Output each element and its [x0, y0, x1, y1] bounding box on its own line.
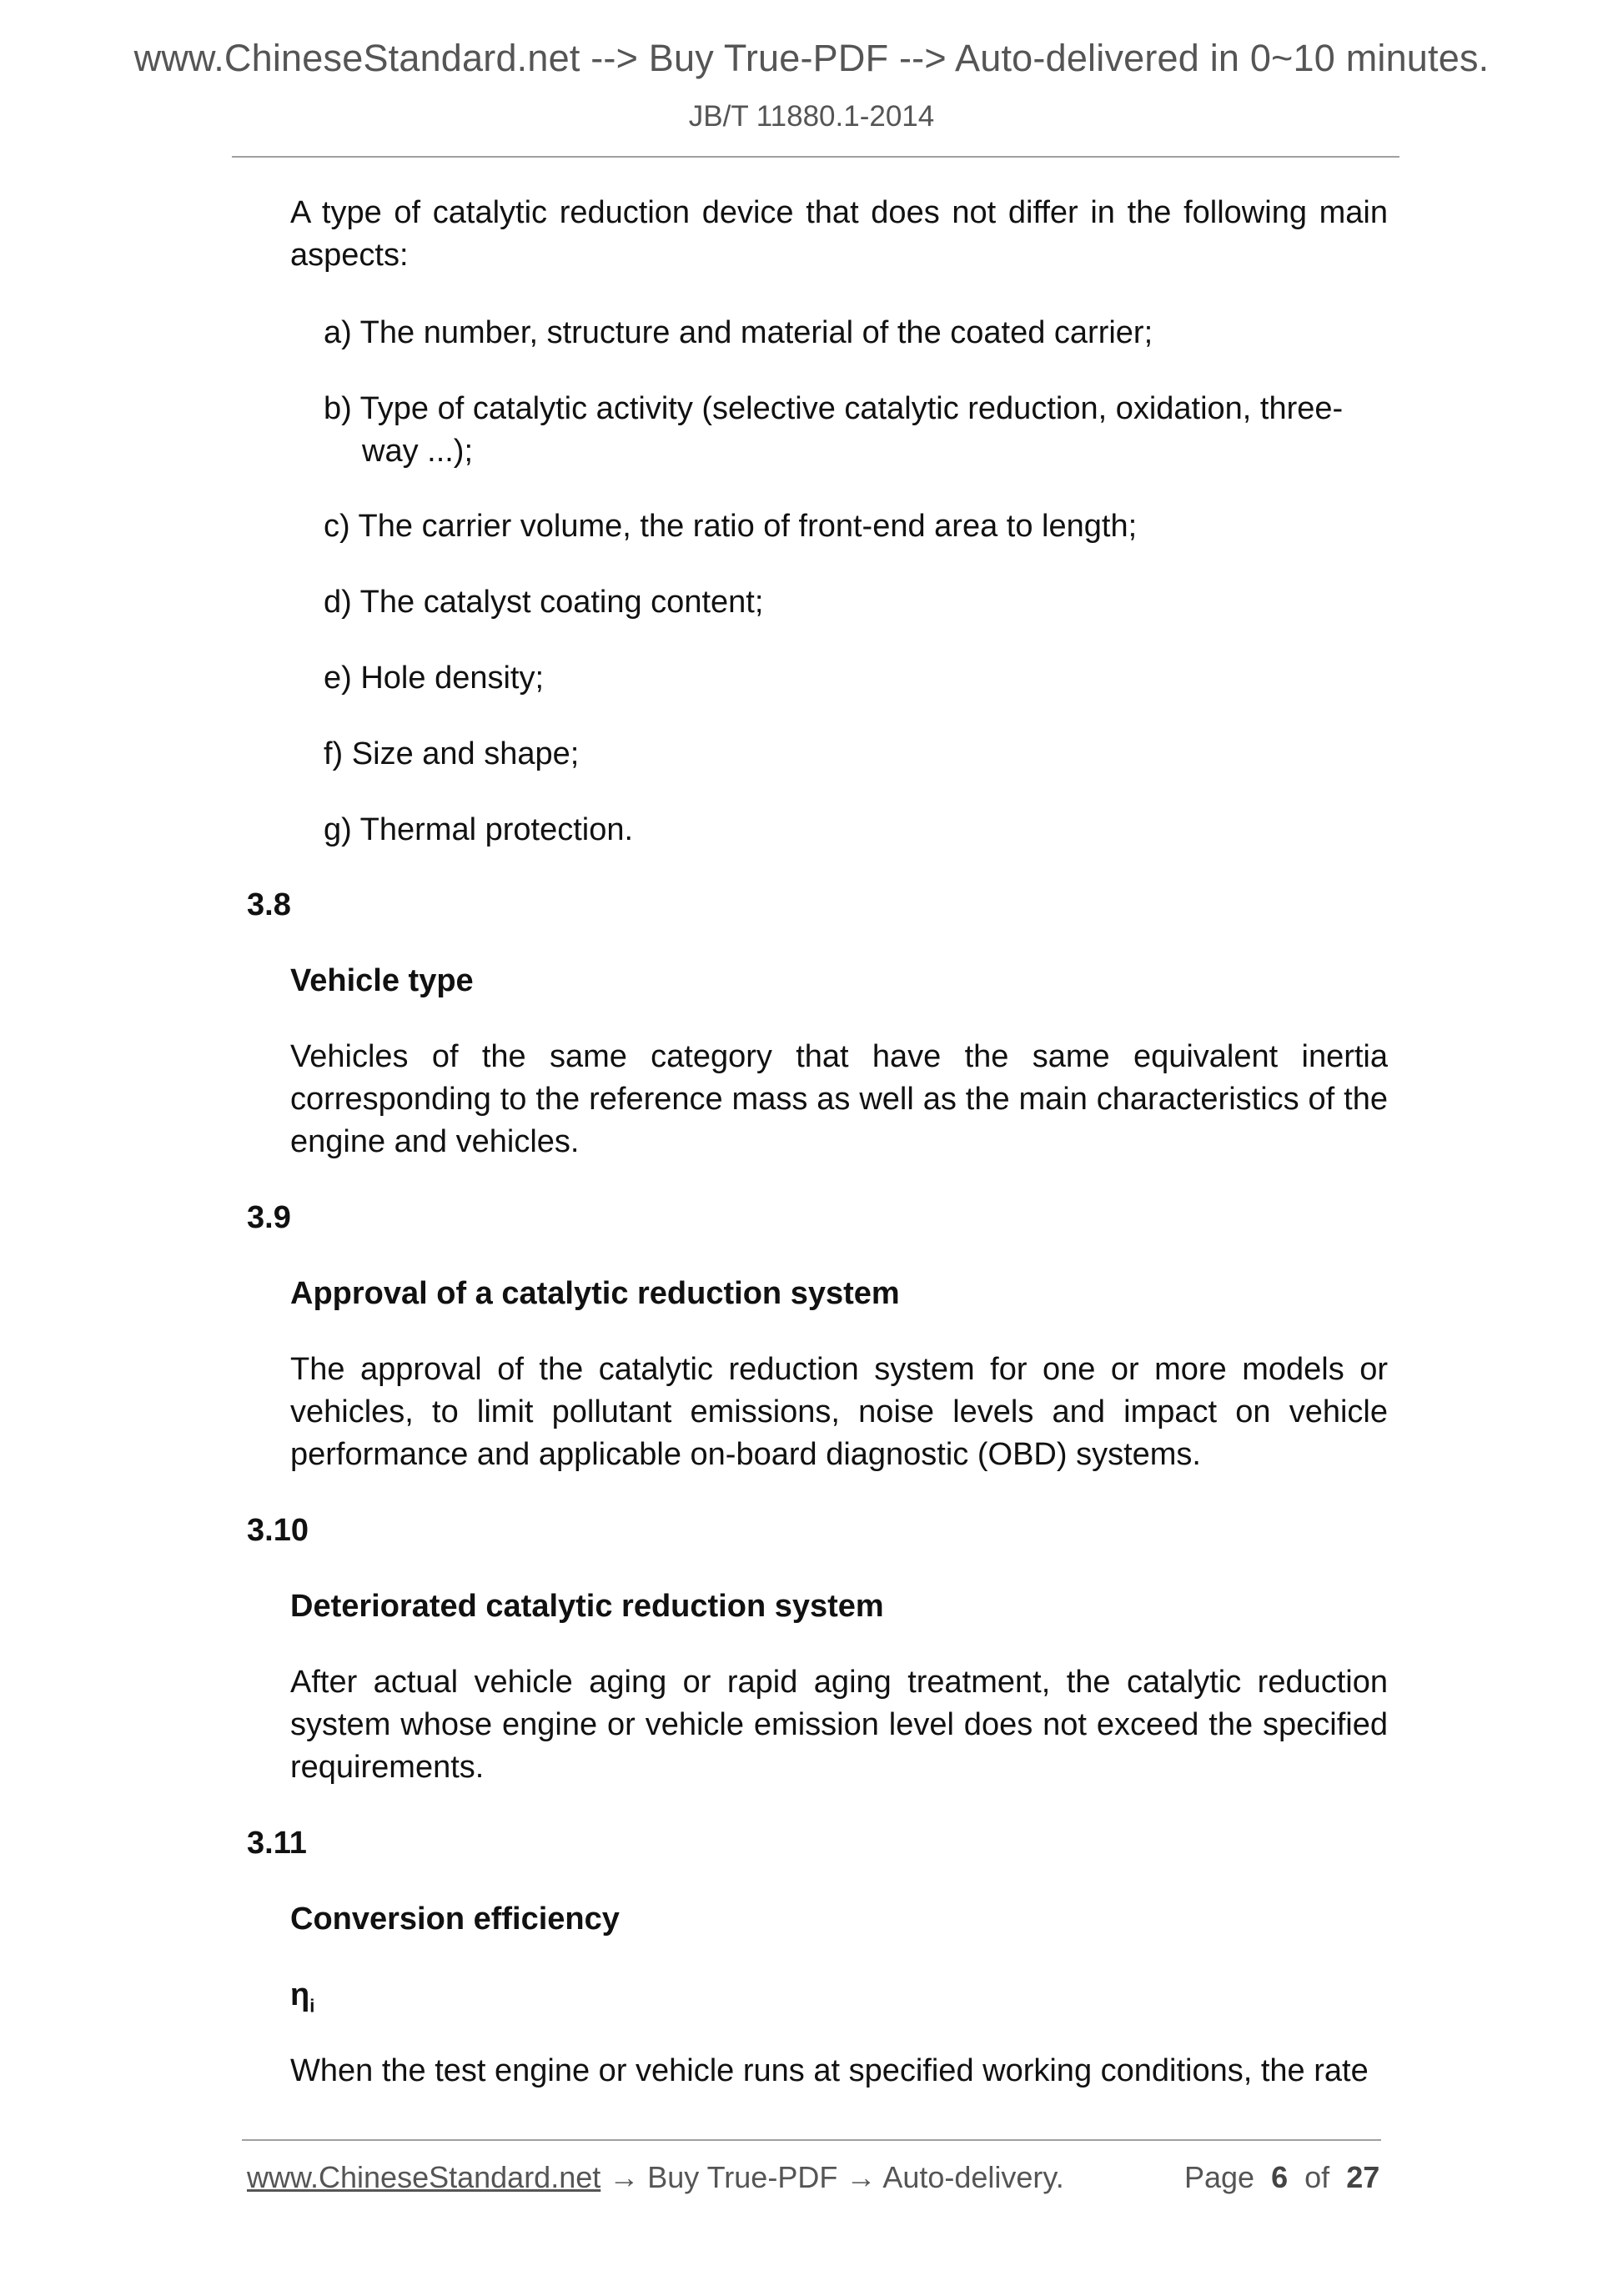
website-link[interactable]: www.ChineseStandard.net [247, 2160, 601, 2194]
page-total: 27 [1346, 2160, 1380, 2194]
list-item-g [324, 809, 1388, 852]
term-definition: The approval of the catalytic reduction system for one or more models or vehicles, to limit pollutant emissions, noise levels and impact on vehicle performance and applicable on-board diagnostic (OBD) systems. [290, 1352, 1388, 1472]
list-marker: f) [324, 736, 344, 771]
list-marker: g) [324, 812, 352, 847]
page-current: 6 [1271, 2160, 1289, 2194]
list-item-f [324, 733, 1388, 776]
term-definition: After actual vehicle aging or rapid aging treatment, the catalytic reduction system whose engine or vehicle emission level does not exceed the specified requirements. [290, 1665, 1388, 1785]
list-marker: d) [324, 585, 352, 620]
list-marker: e) [324, 661, 352, 696]
page-indicator [1184, 2160, 1379, 2195]
list-item-e [324, 657, 1388, 700]
clause-number: 3.10 [247, 1513, 309, 1548]
term-definition: When the test engine or vehicle runs at specified working conditions, the rate [290, 2053, 1369, 2088]
list-item-d [324, 581, 1388, 624]
page-of: of [1304, 2160, 1330, 2194]
header-divider [232, 156, 1399, 158]
list-item-c [324, 505, 1388, 548]
term-heading: Deteriorated catalytic reduction system [290, 1589, 884, 1624]
list-text: Size and shape; [351, 736, 580, 771]
list-marker: b) [324, 391, 352, 426]
term-heading: Vehicle type [290, 963, 474, 998]
list-item-a [324, 312, 1388, 354]
footer-promo-text: → Buy True-PDF → Auto-delivery. [600, 2160, 1064, 2194]
term-symbol [290, 1974, 314, 2027]
clause-number: 3.9 [247, 1200, 291, 1235]
list-item-b [324, 388, 1388, 473]
symbol-subscript: i [309, 1995, 315, 2017]
list-text: The catalyst coating content; [359, 585, 764, 620]
footer-divider [242, 2139, 1381, 2141]
term-heading: Approval of a catalytic reduction system [290, 1276, 900, 1311]
footer-promo [247, 2160, 1064, 2195]
clause-number: 3.11 [247, 1826, 307, 1861]
term-heading: Conversion efficiency [290, 1902, 620, 1937]
list-marker: a) [324, 315, 352, 350]
list-text: Hole density; [360, 661, 545, 696]
list-text: The carrier volume, the ratio of front-end area to length; [358, 509, 1138, 544]
term-definition: Vehicles of the same category that have the same equivalent inertia corresponding to the reference mass as well as the main characteristics of the engine and vehicles. [290, 1039, 1388, 1159]
list-text: Type of catalytic activity (selective catalytic reduction, oxidation, three- [359, 391, 1344, 426]
list-text: The number, structure and material of the coated carrier; [359, 315, 1153, 350]
list-text: Thermal protection. [359, 812, 634, 847]
list-marker: c) [324, 509, 350, 544]
symbol-eta: η [290, 1977, 310, 2012]
intro-paragraph: A type of catalytic reduction device that does not differ in the following main aspects: [290, 195, 1388, 273]
standard-code: JB/T 11880.1-2014 [688, 100, 935, 133]
clause-number: 3.8 [247, 887, 291, 922]
list-text-continuation: way ...); [362, 434, 474, 469]
site-banner: www.ChineseStandard.net --> Buy True-PDF --> Auto-delivered in 0~10 minutes. [133, 37, 1490, 79]
page-label: Page [1184, 2160, 1255, 2194]
